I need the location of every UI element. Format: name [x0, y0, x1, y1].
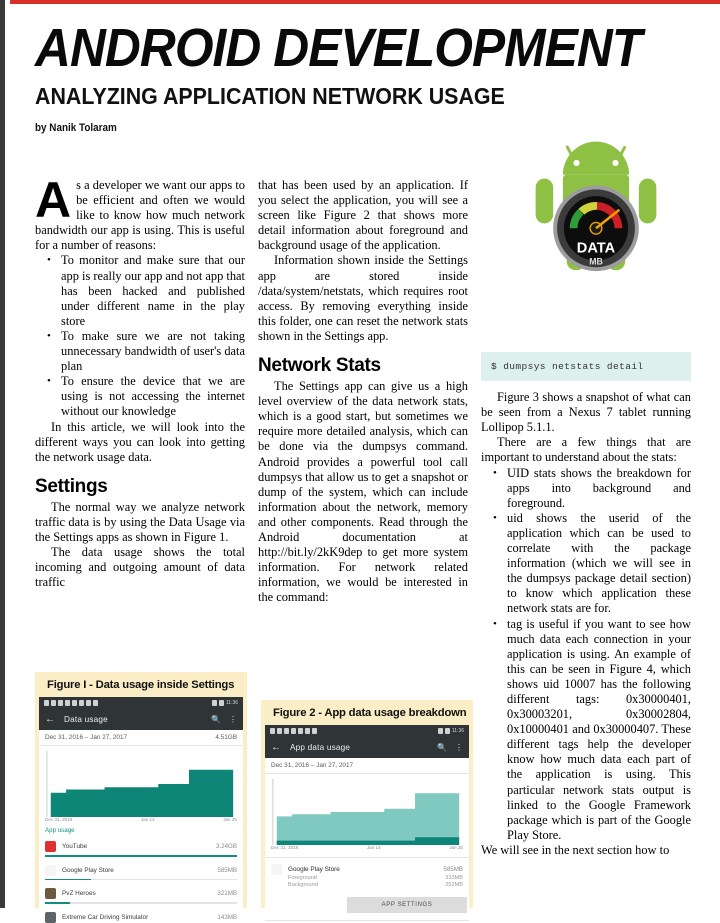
usage-bar [45, 855, 237, 857]
overflow-menu-icon[interactable]: ⋮ [455, 743, 463, 752]
app-icon-1 [277, 728, 282, 734]
app-summary-row [265, 858, 469, 875]
app-icon-4 [298, 728, 303, 734]
intro-paragraph: As a developer we want our apps to be efficient and often we would like to know how much network bandwidth our app is using. This is useful for a number of reasons: [35, 172, 245, 253]
battery-icon [445, 728, 450, 734]
app-icon-2 [58, 700, 63, 706]
app-icon-6 [312, 728, 317, 734]
background-label: Background [288, 882, 318, 888]
sim-icon [44, 700, 49, 706]
axis-mid-label: Jan 14 [366, 845, 381, 850]
sim-icon [270, 728, 275, 734]
after-bullets-paragraph: In this article, we will look into the different ways you can look into getting the network usage data. [35, 419, 245, 464]
app-usage-value: 3.24GB [216, 843, 237, 850]
gauge-label: DATA [576, 240, 616, 257]
foreground-value: 333MB [445, 875, 463, 881]
list-item[interactable] [39, 837, 243, 852]
figure-1-screenshot [39, 697, 243, 923]
background-row [265, 882, 469, 889]
app-icon-6 [93, 700, 98, 706]
status-clock: 11:36 [451, 728, 464, 734]
column2-paragraph-2: Information shown inside the Settings app are stored inside /data/system/netstats, which requires root access. By removing everything inside this folder, one can reset the network stats shown in the Settings app. [258, 253, 468, 343]
battery-icon [219, 700, 224, 706]
app-icon-3 [65, 700, 70, 706]
list-item: • To monitor and make sure that our app is really our app and not app that has been hacked and published under different name in the play store [61, 253, 245, 328]
status-icons-right [438, 728, 464, 734]
axis-start-label: Dec 31, 2016 [271, 845, 299, 850]
code-block: $ dumpsys netstats detail [481, 352, 691, 381]
column3-paragraph-1: Figure 3 shows a snapshot of what can be seen from a Nexus 7 tablet running Lollipop 5.1.1. [481, 390, 691, 435]
date-range-row[interactable] [265, 758, 469, 774]
download-icon [86, 700, 91, 706]
app-icon-5 [305, 728, 310, 734]
list-item: • To ensure the device that we are using is not accessing the internet without our knowledge [61, 374, 245, 419]
extreme-car-driving-icon [45, 912, 56, 923]
list-item: • uid shows the userid of the application which can be used to correlate with the package information (which we will see in the dumpsys package detail section) to know which application these network stats are for. [507, 511, 691, 617]
foreground-row [265, 875, 469, 882]
figure-2 [261, 700, 473, 908]
axis-start-label: Dec 31, 2016 [45, 817, 73, 822]
status-bar [39, 697, 243, 709]
app-usage-value: 143MB [217, 913, 237, 921]
column2-paragraph-3: The Settings app can give us a high level overview of the data network stats, which is a good start, but sometimes we require more detailed analysis, which can be done via the dumpsys command. Android provides a powerful tool call dumpsys that allow us to get a snapshot or dump of the system, which can include information about the network, memory and other components. Read through the Android documentation at http://bit.ly/2kK9dep to get more system information. For network related information, we would be interested in the command: [258, 379, 468, 605]
pvz-heroes-icon [45, 888, 56, 899]
app-usage-value: 585MB [217, 866, 237, 874]
search-icon[interactable]: 🔍 [211, 715, 221, 724]
app-bar [39, 709, 243, 730]
divider [265, 920, 469, 921]
masthead [35, 18, 700, 134]
android-data-gauge-logo [498, 128, 694, 313]
app-total-value: 585MB [443, 866, 463, 873]
app-name: Extreme Car Driving Simulator [62, 913, 149, 921]
figure-1-caption: Figure I - Data usage inside Settings [47, 679, 235, 691]
total-usage-value: 4.51GB [215, 734, 237, 741]
app-usage-value: 321MB [217, 890, 237, 898]
axis-end-label: Jan 25 [449, 845, 463, 850]
date-range-label: Dec 31, 2016 – Jan 27, 2017 [271, 762, 354, 769]
wifi-icon [438, 728, 443, 734]
column-1 [35, 172, 245, 590]
app-settings-button[interactable]: APP SETTINGS [347, 897, 467, 913]
status-clock: 11:36 [225, 700, 238, 706]
chart-axis-labels [265, 845, 469, 850]
network-stats-heading: Network Stats [258, 355, 381, 377]
axis-mid-label: Jan 14 [140, 817, 155, 822]
app-bar [265, 737, 469, 758]
app-icon-3 [291, 728, 296, 734]
back-arrow-icon[interactable]: ← [45, 714, 55, 725]
list-item[interactable] [39, 884, 243, 899]
list-item[interactable] [39, 908, 243, 923]
app-bar-title: Data usage [64, 715, 108, 724]
app-icon-1 [51, 700, 56, 706]
status-icons-right [212, 700, 238, 706]
youtube-icon [45, 841, 56, 852]
column-2 [258, 178, 468, 605]
usage-bar [45, 879, 237, 881]
top-accent-rule [10, 0, 720, 4]
search-icon[interactable]: 🔍 [437, 743, 447, 752]
list-item: • To make sure we are not taking unnecessary bandwidth of user's data plan [61, 329, 245, 374]
gauge-unit: MB [589, 256, 603, 267]
page-title: ANDROID DEVELOPMENT [35, 18, 642, 78]
figure-2-screenshot [265, 725, 469, 921]
column3-paragraph-2: There are a few things that are important to understand about the stats: [481, 435, 691, 465]
app-icon-2 [284, 728, 289, 734]
figure-2-caption: Figure 2 - App data usage breakdown [273, 707, 467, 719]
app-icon-4 [72, 700, 77, 706]
benefits-list [35, 253, 245, 419]
app-bar-title: App data usage [290, 743, 351, 752]
column-3 [481, 352, 691, 858]
google-play-icon [271, 864, 282, 875]
app-name: PvZ Heroes [62, 890, 96, 898]
list-item: • tag is useful if you want to see how much data each connection in your application is using. An example of this can be seen in Figure 4, which shows uid 10007 has the following different tags: 0x30000401, 0x30003201, 0x30002804, 0x10000401 and 0x30000407. These different tags help the developer know how much data each part of the application is using. This particular network stats output is linked to the Google Framework package which is part of the Google Play Store. [507, 617, 691, 843]
app-usage-section-label: App usage [45, 827, 75, 834]
drop-cap: A [35, 172, 72, 228]
app-icon-5 [79, 700, 84, 706]
google-play-icon [45, 865, 56, 876]
status-bar [265, 725, 469, 737]
date-range-row[interactable] [39, 730, 243, 746]
axis-end-label: Jan 25 [223, 817, 237, 822]
status-icons-left [270, 728, 317, 734]
status-icons-left [44, 700, 98, 706]
stats-list [481, 466, 691, 843]
data-usage-chart [39, 746, 243, 817]
overflow-menu-icon[interactable]: ⋮ [229, 715, 237, 724]
foreground-label: Foreground [288, 875, 317, 881]
figure-1 [35, 672, 247, 921]
date-range-label: Dec 31, 2016 – Jan 27, 2017 [45, 734, 128, 741]
list-item: • UID stats shows the breakdown for apps into background and foreground. [507, 466, 691, 511]
wifi-icon [212, 700, 217, 706]
app-name: Google Play Store [288, 866, 340, 873]
column3-closing: We will see in the next section how to [481, 842, 670, 857]
settings-paragraph-1: The normal way we analyze network traffic data is by using the Data Usage via the Settings apps as shown in Figure 1. [35, 499, 245, 544]
app-name: YouTube [62, 843, 88, 850]
app-name: Google Play Store [62, 866, 114, 874]
page-subtitle: ANALYZING APPLICATION NETWORK USAGE [35, 83, 505, 109]
app-data-usage-chart [265, 774, 469, 845]
byline: by Nanik Tolaram [35, 122, 117, 134]
usage-bar [45, 902, 237, 904]
background-value: 252MB [445, 882, 463, 888]
back-arrow-icon[interactable]: ← [271, 742, 281, 753]
settings-paragraph-2: The data usage shows the total incoming and outgoing amount of data traffic [35, 545, 245, 590]
settings-heading: Settings [35, 475, 108, 497]
list-item[interactable] [39, 861, 243, 876]
column2-paragraph-1: that has been used by an application. If you select the application, you will see a screen like Figure 2 that shows more detail information about foreground and background usage of the application. [258, 178, 468, 253]
